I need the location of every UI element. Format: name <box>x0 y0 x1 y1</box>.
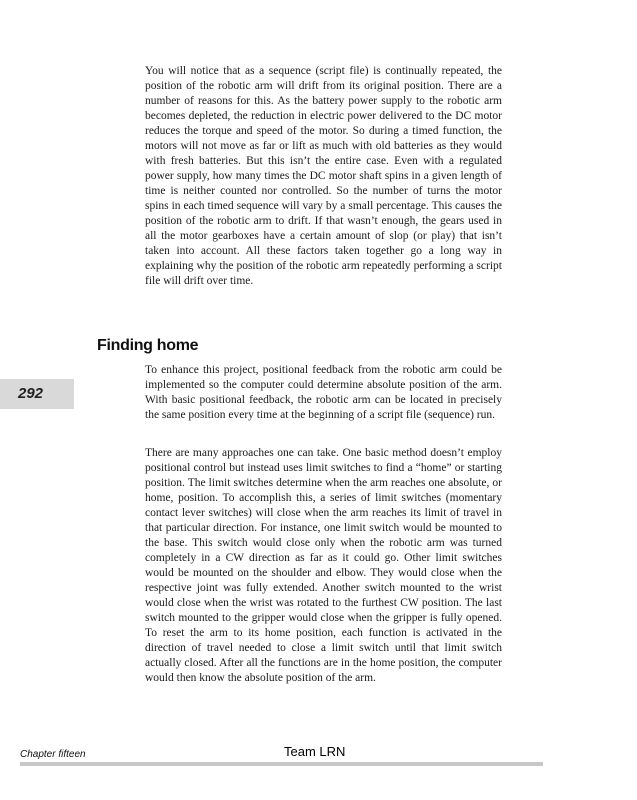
body-paragraph-2: To enhance this project, positional feedback from the robotic arm could be implemented so the computer could determine absolute position of the arm. With basic positional feedback, the robotic arm can be located in precisely the same position every time at the beginning of a script file (sequence) run. <box>145 364 502 421</box>
page-number: 292 <box>18 385 44 402</box>
page-number-tab <box>0 379 74 409</box>
body-paragraph-3: There are many approaches one can take. One basic method doesn’t employ positional control but instead uses limit switches to find a “home” or starting position. The limit switches determine when the arm reaches one absolute, or home, position. To accomplish this, a series of limit switches (momentary contact lever switches) will close when the arm reaches its limit of travel in that particular direction. For instance, one limit switch would be mounted to the base. This switch would close only when the robotic arm was turned completely in a CW direction as far as it could go. Other limit switches would be mounted on the shoulder and elbow. They would close when the respective joint was fully extended. Another switch mounted to the wrist would close when the wrist was rotated to the furthest CW position. The last switch mounted to the gripper would close when the gripper is fully opened. To reset the arm to its home position, each function is activated in the direction of travel needed to close a limit switch until that limit switch actually closed. After all the functions are in the home position, the computer would then know the absolute position of the arm. <box>145 447 502 684</box>
footer-center-text: Team LRN <box>284 744 346 759</box>
footer-rule <box>20 762 543 766</box>
footer-chapter-label: Chapter fifteen <box>20 749 86 760</box>
body-paragraph-1: You will notice that as a sequence (script file) is continually repeated, the position of the robotic arm will drift from its original position. There are a number of reasons for this. As the battery power supply to the robotic arm becomes depleted, the reduction in electric power delivered to the DC motor reduces the torque and speed of the motor. So during a timed function, the motors will not move as far or lift as much with old batteries as they would with fresh batteries. But this isn’t the entire case. Even with a regulated power supply, how many times the DC motor shaft spins in a given length of time is neither counted nor controlled. So the number of turns the motor spins in each timed sequence will vary by a small percentage. This causes the position of the robotic arm to drift. If that wasn’t enough, the gears used in all the motor gearboxes have a certain amount of slop (or play) that isn’t taken into account. All these factors taken together go a long way in explaining why the position of the robotic arm repeatedly performing a script file will drift over time. <box>145 65 502 287</box>
section-heading: Finding home <box>97 337 199 354</box>
